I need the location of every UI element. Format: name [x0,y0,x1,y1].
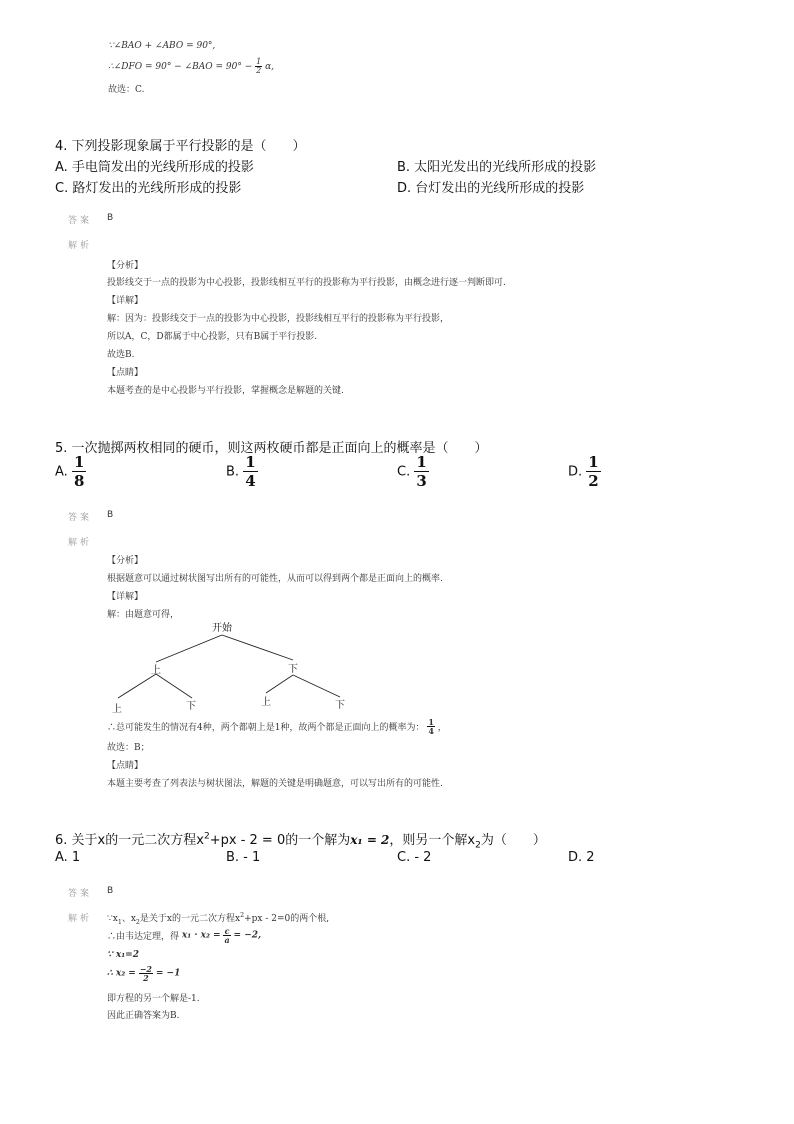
tree-leaf-label: 下 [186,701,196,712]
q5-option-d [568,455,601,489]
q6-a1-sup: 2 [240,912,245,919]
q6-analysis-line-4 [107,965,180,982]
q6-option-d: D. 2 [568,850,595,865]
q4-option-d: D. 台灯发出的光线所形成的投影 [397,181,585,196]
q5-analysis-line: 【点睛】 [107,761,144,771]
fraction-den: 2 [588,472,599,490]
q5-analysis-line: 根据题意可以通过树状图写出所有的可能性，从而可以得到两个都是正面向上的概率. [107,574,443,584]
q6-a4-fraction [139,965,153,982]
prev-solution-line-2-tail: α, [265,62,275,72]
q6-a4-tail: = −1 [155,968,181,979]
q6-a1-sub: 2 [135,918,140,926]
q6-option-c: C. - 2 [397,850,432,865]
tree-edge [156,674,192,698]
q4-analysis-line: 故选B. [107,350,135,360]
fraction-num: −2 [139,964,152,974]
fraction-num: c [224,926,230,936]
tree-edge [156,635,222,662]
fraction-den: 4 [245,472,256,490]
q6-a2-text: ∴由韦达定理，得 [107,932,180,942]
q6-stem-part: 为（ ） [480,833,546,848]
prev-solution-line-2 [108,58,274,75]
prev-solution-line-2-text: ∴∠DFO = 90° − ∠BAO = 90° − [108,62,253,72]
q4-analysis-line: 【详解】 [107,296,144,306]
q6-a2-fraction [223,927,230,944]
q5-analysis-line: 解：由题意可得， [107,610,180,620]
q5-option-d-fraction [586,455,600,489]
q5-option-c [397,455,429,489]
q4-analysis-line: 投影线交于一点的投影为中心投影，投影线相互平行的投影称为平行投影，由概念进行逐一判断即可. [107,278,506,288]
fraction-num: 1 [73,453,85,471]
q5-option-a [55,455,86,489]
q6-answer-label: 答案 [68,889,93,899]
q5-stem: 5. 一次抛掷两枚相同的硬币，则这两枚硬币都是正面向上的概率是（ ） [55,441,488,456]
q6-analysis-line-5: 即方程的另一个解是-1. [107,994,200,1004]
q5-result-tail: ， [437,723,447,733]
q4-option-a: A. 手电筒发出的光线所形成的投影 [55,160,254,175]
tree-edge [293,675,340,697]
q5-option-b-letter: B. [226,464,240,480]
q5-analysis-line: 【分析】 [107,556,144,566]
q6-stem-math: x₁ = 2 [350,833,390,847]
q6-a1-part: 、x [121,914,136,924]
tree-leaf-label: 上 [112,704,122,715]
fraction-num: 1 [416,453,427,471]
q5-analysis-line: 【详解】 [107,592,144,602]
tree-leaf-label: 上 [261,697,271,708]
q5-answer-label: 答案 [68,513,93,523]
fraction-num: 1 [588,453,599,471]
q6-analysis-label: 解析 [68,914,93,924]
fraction-den: a [224,935,230,945]
fraction-den: 3 [416,472,427,490]
tree-root-label: 开始 [212,623,232,634]
q5-option-b-fraction [243,455,257,489]
half-den: 2 [256,66,262,75]
q6-analysis-line-2 [107,927,261,944]
q5-analysis-line: 本题主要考查了列表法与树状图法，解题的关键是明确题意，可以写出所有的可能性. [107,779,443,789]
q4-analysis-line: 解：因为：投影线交于一点的投影为中心投影，投影线相互平行的投影称为平行投影， [107,314,450,324]
q5-result-line [107,718,447,735]
q4-option-b: B. 太阳光发出的光线所形成的投影 [397,160,597,175]
q6-option-b: B. - 1 [226,850,261,865]
q5-result-fraction [427,718,435,735]
q6-stem-sub: 2 [475,840,481,851]
q6-analysis-line-6: 因此正确答案为B. [107,1011,180,1021]
q5-option-b [226,455,258,489]
half-fraction [255,58,262,75]
fraction-num: 1 [428,717,434,727]
q4-analysis-line: 所以A，C，D都属于中心投影，只有B属于平行投影. [107,332,318,342]
q6-stem-sup: 2 [203,831,210,842]
q6-answer-value: B [107,886,114,896]
tree-node-label: 上 [151,665,161,676]
q4-analysis-line: 【分析】 [107,261,144,271]
half-num: 1 [256,57,262,66]
q5-analysis-line: 故选：B； [107,743,150,753]
tree-edge [118,674,156,698]
q6-stem-part: ，则另一个解x [389,833,476,848]
fraction-num: 1 [245,453,256,471]
q6-a1-part: 是关于x的一元二次方程x [139,914,241,924]
q4-answer-label: 答案 [68,216,93,226]
q4-option-c: C. 路灯发出的光线所形成的投影 [55,181,242,196]
q6-stem [55,829,546,851]
q4-analysis-label: 解析 [68,241,93,251]
q5-option-a-letter: A. [55,464,68,480]
probability-tree-diagram [100,618,380,718]
q6-a1-part: +px - 2=0的两个根, [244,914,330,924]
q6-option-a: A. 1 [55,850,81,865]
q5-result-text: ∴总可能发生的情况有4种，两个都朝上是1种，故两个都是正面向上的概率为： [107,723,425,733]
q5-answer-value: B [107,510,114,520]
prev-solution-line-1: ∵∠BAO + ∠ABO = 90°, [108,41,216,51]
tree-node-label: 下 [288,664,298,675]
prev-solution-line-3: 故选：C. [108,85,145,95]
q5-option-c-fraction [414,455,428,489]
fraction-den: 2 [143,973,149,983]
q6-a1-part: ∵x [107,914,118,924]
q6-analysis-line-1 [107,911,329,926]
q4-analysis-line: 本题考查的是中心投影与平行投影，掌握概念是解题的关键. [107,386,344,396]
tree-edge [266,675,293,693]
q6-a2-tail: = −2, [233,930,262,941]
q4-stem: 4. 下列投影现象属于平行投影的是（ ） [55,139,306,154]
q6-a4-text: ∴ x₂ = [107,968,136,979]
tree-leaf-label: 下 [335,700,345,711]
q6-a1-sub: 1 [117,918,122,926]
q6-stem-part: 6. 关于x的一元二次方程x [55,833,204,848]
q6-a2-math: x₁ · x₂ = [181,930,221,941]
fraction-den: 4 [428,726,434,736]
q5-option-d-letter: D. [568,464,583,480]
q4-answer-value: B [107,213,114,223]
q5-option-c-letter: C. [397,464,411,480]
q4-analysis-line: 【点睛】 [107,368,144,378]
q6-stem-part: +px - 2 = 0的一个解为 [209,833,351,848]
q6-analysis-line-3: ∵ x₁=2 [107,950,139,960]
tree-edge [222,635,293,660]
fraction-den: 8 [73,472,85,490]
q5-analysis-label: 解析 [68,538,93,548]
q5-option-a-fraction [72,455,86,489]
